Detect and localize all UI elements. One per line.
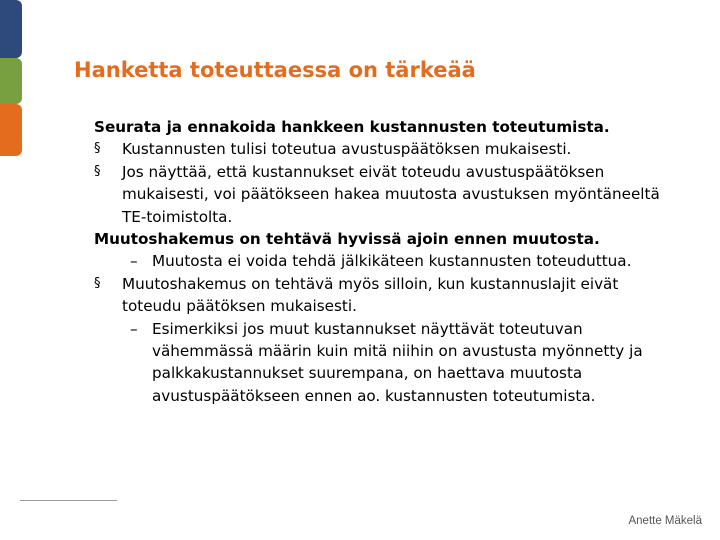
bullet-text-continued: mukaisesti, voi päätökseen hakea muutosta avustuksen myöntäneeltä [122,185,660,204]
bullet-text-continued: TE-toimistolta. [122,207,233,226]
bullet-item [94,138,704,160]
sub-bullet-item [94,318,704,340]
dash-bullet-icon: – [130,319,138,338]
sub-bullet-item [94,250,704,272]
bullet-text-continued: palkkakustannukset suurempana, on haettava muutosta [152,364,583,383]
author-label: Anette Mäkelä [628,515,702,527]
square-bullet-icon: § [94,275,101,291]
text-line: Muutoshakemus on tehtävä hyvissä ajoin ennen muutosta. [94,230,600,249]
bullet-text-continued: toteudu päätöksen mukaisesti. [122,297,357,316]
bullet-text: Kustannusten tulisi toteutua avustuspäätöksen mukaisesti. [122,140,572,159]
accent-bar-orange [0,104,22,156]
footer-divider [20,500,117,501]
bullet-item [94,161,704,183]
accent-bar-blue [0,0,22,58]
bullet-text-continued: vähemmässä määrin kuin mitä niihin on avustusta myönnetty ja [152,342,643,361]
text-line: Seurata ja ennakoida hankkeen kustannusten toteutumista. [94,118,610,136]
bullet-text: Jos näyttää, että kustannukset eivät toteudu avustuspäätöksen [122,162,605,181]
bullet-text-continued: avustuspäätökseen ennen ao. kustannusten toteutumista. [152,386,596,405]
accent-bar-green [0,58,22,104]
dash-bullet-icon: – [130,252,138,271]
bullet-text: Muutosta ei voida tehdä jälkikäteen kustannusten toteuduttua. [152,252,632,271]
square-bullet-icon: § [94,163,101,179]
slide-title: Hanketta toteuttaessa on tärkeää [74,58,476,82]
bullet-item [94,273,704,295]
slide-body [94,116,704,407]
square-bullet-icon: § [94,141,101,157]
bullet-text: Muutoshakemus on tehtävä myös silloin, kun kustannuslajit eivät [122,274,619,293]
bullet-text: Esimerkiksi jos muut kustannukset näyttävät toteutuvan [152,319,583,338]
